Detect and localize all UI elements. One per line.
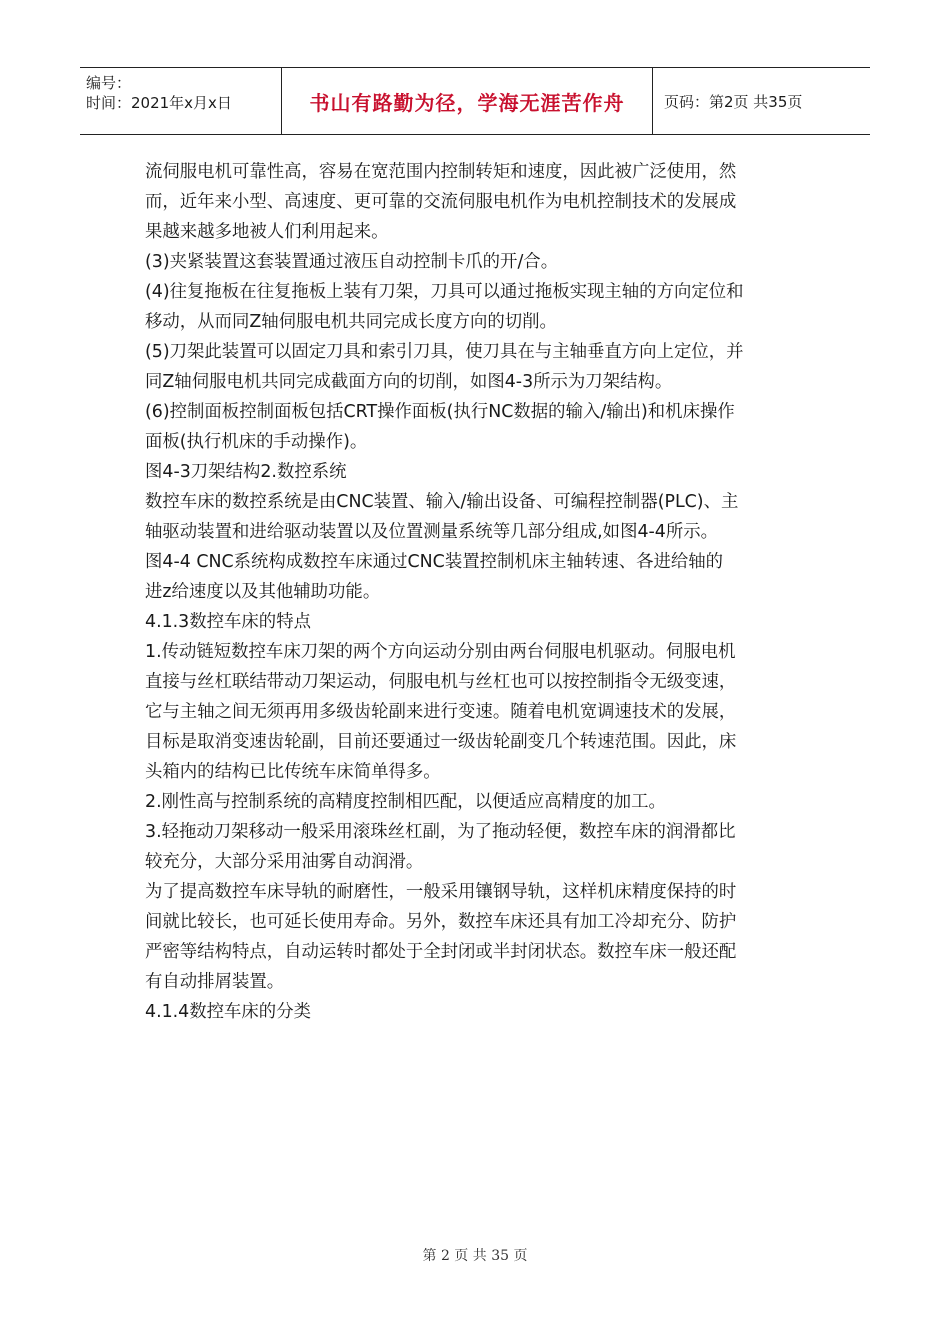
header-meta <box>80 68 280 134</box>
body-line: 为了提高数控车床导轨的耐磨性，一般采用镶钢导轨，这样机床精度保持的时 <box>145 882 737 902</box>
page-footer: 第 2 页 共 35 页 <box>422 1248 528 1264</box>
body-line: 轴驱动装置和进给驱动装置以及位置测量系统等几部分组成,如图4-4所示。 <box>145 522 719 542</box>
body-line: 数控车床的数控系统是由CNC装置、输入/输出设备、可编程控制器(PLC)、主 <box>145 492 739 512</box>
body-line: 1.传动链短数控车床刀架的两个方向运动分别由两台伺服电机驱动。伺服电机 <box>145 642 736 662</box>
section-heading: 4.1.4数控车床的分类 <box>145 1002 311 1022</box>
figure-caption-line: 图4-3刀架结构2.数控系统 <box>145 462 347 482</box>
body-line: (3)夹紧装置这套装置通过液压自动控制卡爪的开/合。 <box>145 252 559 272</box>
body-line: 它与主轴之间无须再用多级齿轮副来进行变速。随着电机宽调速技术的发展， <box>145 702 737 722</box>
body-line: (6)控制面板控制面板包括CRT操作面板(执行NC数据的输入/输出)和机床操作 <box>145 402 735 422</box>
body-line: 2.刚性高与控制系统的高精度控制相匹配，以便适应高精度的加工。 <box>145 792 666 812</box>
body-line: 目标是取消变速齿轮副，目前还要通过一级齿轮副变几个转速范围。因此，床 <box>145 732 737 752</box>
body-line: 间就比较长，也可延长使用寿命。另外，数控车床还具有加工冷却充分、防护 <box>145 912 737 932</box>
header-motto: 书山有路勤为径，学海无涯苦作舟 <box>309 90 625 115</box>
body-line: 严密等结构特点，自动运转时都处于全封闭或半封闭状态。数控车床一般还配 <box>145 942 737 962</box>
body-line: (4)往复拖板在往复拖板上装有刀架，刀具可以通过拖板实现主轴的方向定位和 <box>145 282 744 302</box>
body-line: (5)刀架此装置可以固定刀具和索引刀具，使刀具在与主轴垂直方向上定位，并 <box>145 342 744 362</box>
body-line: 3.轻拖动刀架移动一般采用滚珠丝杠副，为了拖动轻便，数控车床的润滑都比 <box>145 822 736 842</box>
body-line: 流伺服电机可靠性高，容易在宽范围内控制转矩和速度，因此被广泛使用，然 <box>145 162 737 182</box>
figure-caption-line: 图4-4 CNC系统构成数控车床通过CNC装置控制机床主轴转速、各进给轴的 <box>145 552 724 572</box>
body-line: 直接与丝杠联结带动刀架运动，伺服电机与丝杠也可以按控制指令无级变速， <box>145 672 737 692</box>
document-time-label: 时间：2021年x月x日 <box>86 94 232 112</box>
header-page-info: 页码：第2页 共35页 <box>664 92 803 111</box>
header-motto-cell <box>281 68 653 134</box>
body-line: 有自动排屑装置。 <box>145 972 285 992</box>
body-line: 果越来越多地被人们利用起来。 <box>145 222 389 242</box>
body-line: 较充分，大部分采用油雾自动润滑。 <box>145 852 424 872</box>
header-page-cell <box>664 68 870 134</box>
document-body <box>145 157 817 1027</box>
body-line: 移动，从而同Z轴伺服电机共同完成长度方向的切削。 <box>145 312 557 332</box>
body-line: 面板(执行机床的手动操作)。 <box>145 432 368 452</box>
body-line: 同Z轴伺服电机共同完成截面方向的切削，如图4-3所示为刀架结构。 <box>145 372 673 392</box>
body-line: 头箱内的结构已比传统车床简单得多。 <box>145 762 441 782</box>
section-heading: 4.1.3数控车床的特点 <box>145 612 311 632</box>
body-line: 而，近年来小型、高速度、更可靠的交流伺服电机作为电机控制技术的发展成 <box>145 192 737 212</box>
document-header <box>80 67 870 135</box>
document-number-label: 编号： <box>86 74 132 92</box>
body-line: 进z给速度以及其他辅助功能。 <box>145 582 381 602</box>
